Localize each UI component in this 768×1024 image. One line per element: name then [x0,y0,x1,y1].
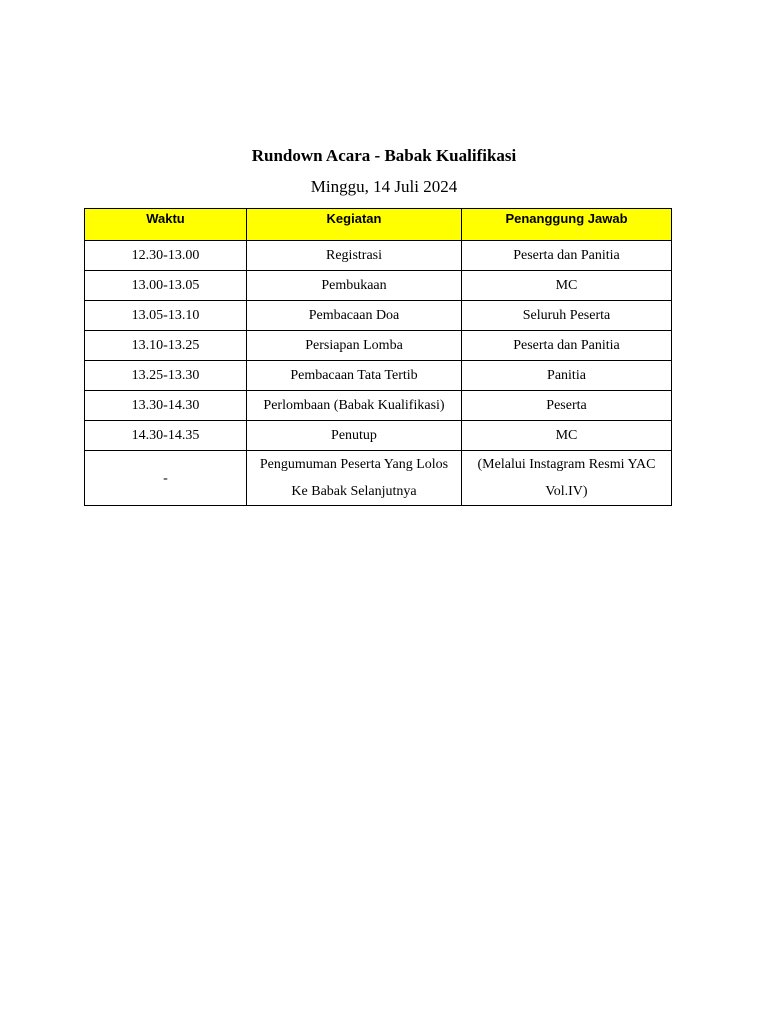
header-waktu: Waktu [85,209,247,241]
cell-waktu: 13.10-13.25 [85,331,247,361]
table-row [85,451,672,506]
document-title: Rundown Acara - Babak Kualifikasi [251,146,517,165]
cell-kegiatan: Persiapan Lomba [247,331,462,361]
table-row [85,421,672,451]
cell-kegiatan: Registrasi [247,241,462,271]
cell-waktu: 13.30-14.30 [85,391,247,421]
cell-waktu: 12.30-13.00 [85,241,247,271]
header-penanggung-jawab: Penanggung Jawab [462,209,672,241]
cell-penanggung-jawab: Seluruh Peserta [462,301,672,331]
cell-kegiatan: Pembacaan Tata Tertib [247,361,462,391]
table-row [85,241,672,271]
cell-waktu: 13.05-13.10 [85,301,247,331]
cell-penanggung-jawab: Peserta dan Panitia [462,241,672,271]
rundown-table [84,208,672,506]
cell-kegiatan: Pembukaan [247,271,462,301]
document-date: Minggu, 14 Juli 2024 [310,177,458,196]
cell-penanggung-jawab: Peserta dan Panitia [462,331,672,361]
cell-waktu: 14.30-14.35 [85,421,247,451]
cell-waktu: - [85,451,247,506]
cell-penanggung-jawab: Panitia [462,361,672,391]
table-row [85,391,672,421]
table-row [85,331,672,361]
cell-penanggung-jawab: MC [462,271,672,301]
cell-kegiatan: Pembacaan Doa [247,301,462,331]
cell-kegiatan: Penutup [247,421,462,451]
table-row [85,361,672,391]
table-row [85,301,672,331]
cell-kegiatan: Perlombaan (Babak Kualifikasi) [247,391,462,421]
cell-penanggung-jawab: (Melalui Instagram Resmi YAC Vol.IV) [462,451,672,506]
cell-waktu: 13.25-13.30 [85,361,247,391]
table-header-row [85,209,672,241]
table-row [85,271,672,301]
cell-waktu: 13.00-13.05 [85,271,247,301]
header-kegiatan: Kegiatan [247,209,462,241]
cell-penanggung-jawab: MC [462,421,672,451]
cell-kegiatan: Pengumuman Peserta Yang Lolos Ke Babak Selanjutnya [247,451,462,506]
cell-penanggung-jawab: Peserta [462,391,672,421]
